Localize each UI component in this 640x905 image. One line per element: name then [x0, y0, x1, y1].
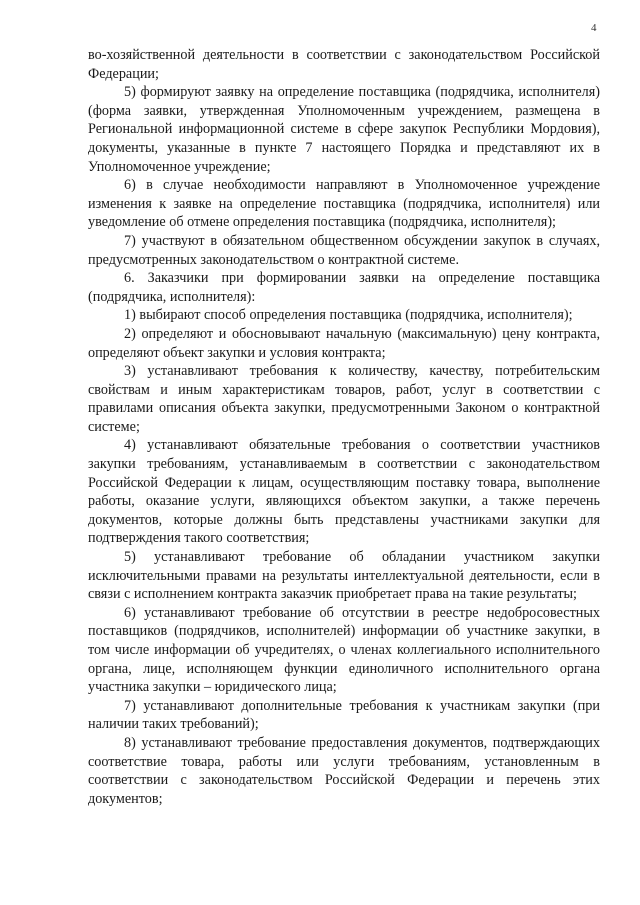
body-text	[88, 46, 600, 808]
paragraph: 8) устанавливают требование предоставления документов, подтверждающих соответствие товара, работы или услуги требованиям, установленным в соответствии с законодательством Российской Федерации и перечень этих документов;	[88, 734, 600, 807]
paragraph: 2) определяют и обосновывают начальную (максимальную) цену контракта, определяют объект закупки и условия контракта;	[88, 325, 600, 361]
paragraph: 6) устанавливают требование об отсутствии в реестре недобросовестных поставщиков (подрядчиков, исполнителей) информации об участнике закупки, в том числе информации об учредителях, о членах коллегиального исполнительного органа, лице, исполняющем функции единоличного исполнительного органа участника закупки – юридического лица;	[88, 604, 600, 696]
paragraph: 3) устанавливают требования к количеству, качеству, потребительским свойствам и иным характеристикам товаров, работ, услуг в соответствии с правилами описания объекта закупки, предусмотренными Законом о контрактной системе;	[88, 363, 600, 435]
paragraph: 5) устанавливают требование об обладании участником закупки исключительными правами на результаты интеллектуальной деятельности, если в связи с исполнением контракта заказчик приобретает права на такие результаты;	[88, 549, 600, 603]
paragraph: 5) формируют заявку на определение поставщика (подрядчика, исполнителя) (форма заявки, утвержденная Уполномоченным учреждением, размещена в Региональной информационной системе в сфере закупок Республики Мордовия), документы, указанные в пункте 7 настоящего Порядка и представляют их в Уполномоченное учреждение;	[88, 84, 600, 175]
paragraph: во-хозяйственной деятельности в соответствии с законодательством Российской Федерации;	[88, 47, 600, 82]
paragraph: 1) выбирают способ определения поставщика (подрядчика, исполнителя);	[124, 307, 573, 324]
paragraph: 6. Заказчики при формировании заявки на определение поставщика (подрядчика, исполнителя):	[88, 270, 600, 305]
paragraph: 7) участвуют в обязательном общественном обсуждении закупок в случаях, предусмотренных законодательством о контрактной системе.	[88, 232, 600, 268]
paragraph: 4) устанавливают обязательные требования о соответствии участников закупки требованиям, устанавливаемым в соответствии с законодательством Российской Федерации к лицам, осуществляющим поставку товара, выполнение работы, оказание услуги, являющихся объектом закупки, а также перечень документов, которые должны быть представлены участниками закупки для подтверждения такого соответствия;	[88, 437, 600, 547]
paragraph: 7) устанавливают дополнительные требования к участникам закупки (при наличии таких требований);	[88, 697, 600, 733]
page-number: 4	[591, 22, 597, 34]
paragraph: 6) в случае необходимости направляют в Уполномоченное учреждение изменения к заявке на определение поставщика (подрядчика, исполнителя) или уведомление об отмене определения поставщика (подрядчика, исполнителя);	[88, 177, 600, 231]
